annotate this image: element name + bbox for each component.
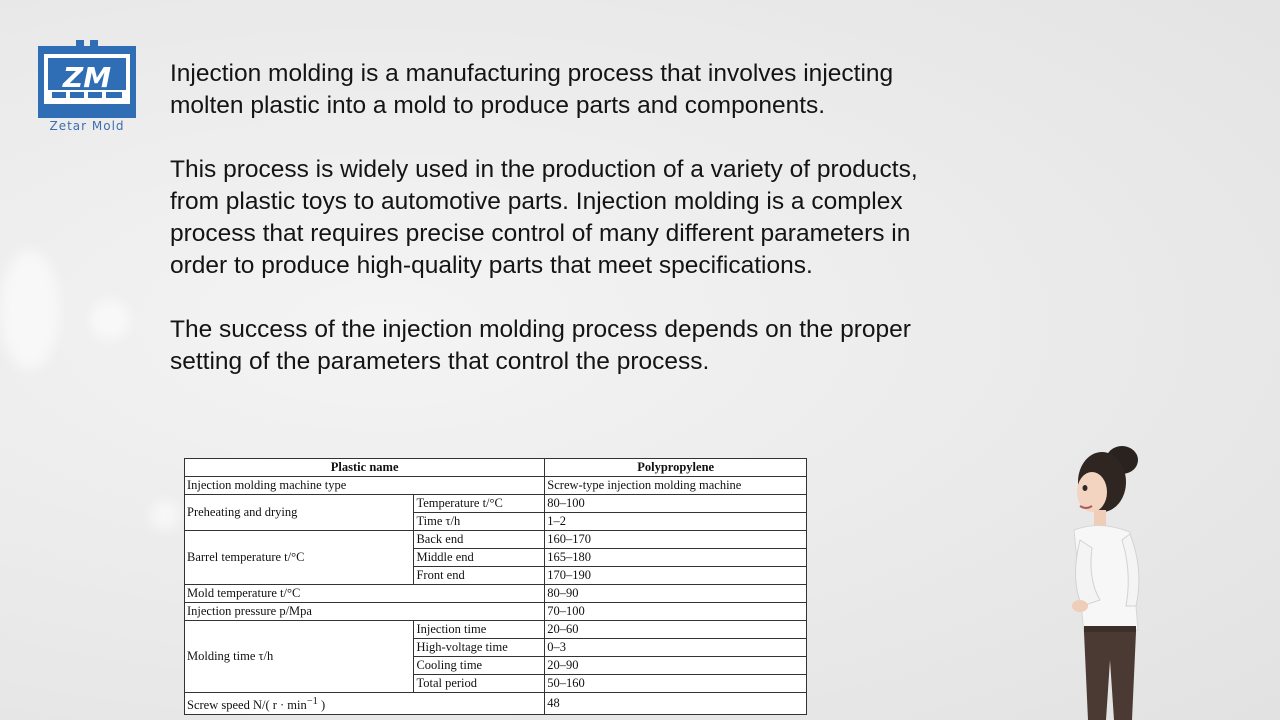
table-row [185,531,807,549]
value-cell: 160–170 [545,531,807,549]
param-cell: Injection time [414,621,545,639]
injection-pressure-label: Injection pressure p/Mpa [185,603,545,621]
barrel-label: Barrel temperature t/°C [185,531,414,585]
logo-monogram: ZM [62,61,112,94]
value-cell: 50–160 [545,675,807,693]
paragraph-intro: Injection molding is a manufacturing process that involves injecting molten plastic into a mold to produce parts and components. [170,60,894,119]
background-glow [150,500,180,530]
table-row [185,477,807,495]
machine-type-value: Screw-type injection molding machine [545,477,807,495]
table-row [185,621,807,639]
injection-parameters-table [184,458,807,715]
value-cell: 20–90 [545,657,807,675]
value-cell: 170–190 [545,567,807,585]
screw-speed-label-main: Screw speed N/( r · min [187,698,307,713]
screw-speed-value: 48 [545,693,807,715]
machine-type-label: Injection molding machine type [185,477,545,495]
paragraph-usage: This process is widely used in the production of a variety of products, from plastic toys to automotive parts. Injection molding is a complex process that requires precise control of many different parameters in order to produce high-quality parts that meet specifications. [170,156,918,279]
param-cell: Front end [414,567,545,585]
param-cell: Cooling time [414,657,545,675]
param-cell: High-voltage time [414,639,545,657]
screw-speed-label-end: ) [317,698,326,713]
value-cell: 1–2 [545,513,807,531]
logo-text: Zetar Mold [49,119,125,133]
presenter-avatar [1040,430,1180,720]
param-cell: Time τ/h [414,513,545,531]
screw-speed-label-sup: −1 [306,696,318,707]
param-cell: Temperature t/°C [414,495,545,513]
value-cell: 0–3 [545,639,807,657]
table-row [185,495,807,513]
mold-temp-value: 80–90 [545,585,807,603]
value-cell: 20–60 [545,621,807,639]
table-row [185,585,807,603]
value-cell: 165–180 [545,549,807,567]
header-plastic-name: Plastic name [185,459,545,477]
logo-mark-icon [38,40,136,118]
param-cell: Back end [414,531,545,549]
molding-time-label: Molding time τ/h [185,621,414,693]
content-text [170,58,950,410]
param-cell: Middle end [414,549,545,567]
table-row [185,603,807,621]
preheating-label: Preheating and drying [185,495,414,531]
background-glow [90,300,130,340]
background-glow [0,250,60,370]
value-cell: 80–100 [545,495,807,513]
header-polypropylene: Polypropylene [545,459,807,477]
screw-speed-label [185,693,545,715]
table-row [185,693,807,715]
zetar-mold-logo [38,40,136,132]
paragraph-success: The success of the injection molding process depends on the proper setting of the parameters that control the process. [170,316,911,375]
table-header-row [185,459,807,477]
param-cell: Total period [414,675,545,693]
mold-temp-label: Mold temperature t/°C [185,585,545,603]
injection-pressure-value: 70–100 [545,603,807,621]
